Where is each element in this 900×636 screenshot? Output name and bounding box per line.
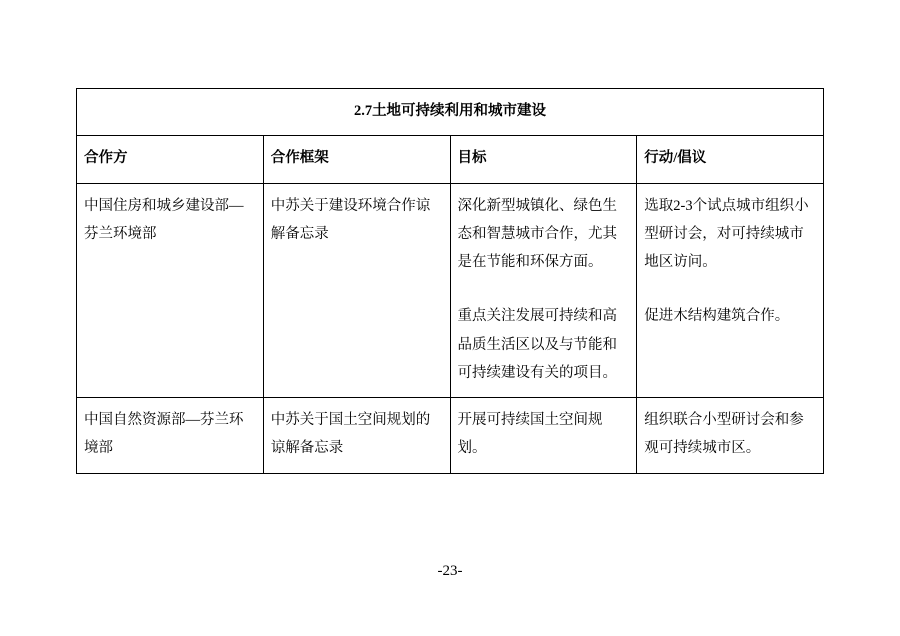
column-header-framework: 合作框架 [263, 136, 450, 183]
cell-partner [77, 398, 264, 474]
cell-action [637, 183, 824, 398]
table-row [77, 183, 824, 398]
cooperation-table [76, 88, 824, 474]
table-title: 2.7土地可持续利用和城市建设 [77, 89, 824, 136]
cell-paragraph: 中国住房和城乡建设部—芬兰环境部 [84, 197, 244, 242]
cell-paragraph: 促进木结构建筑合作。 [644, 308, 790, 325]
cell-paragraph: 开展可持续国土空间规划。 [457, 412, 603, 457]
column-header-action: 行动/倡议 [637, 136, 824, 183]
cell-paragraph: 选取2-3个试点城市组织小型研讨会，对可持续城市地区访问。 [644, 197, 809, 271]
cell-partner [77, 183, 264, 398]
cell-action [637, 398, 824, 474]
cell-paragraph: 中苏关于建设环境合作谅解备忘录 [270, 197, 431, 242]
table-header-row [77, 136, 824, 183]
cell-paragraph: 中苏关于国土空间规划的谅解备忘录 [270, 412, 431, 457]
cell-framework [263, 398, 450, 474]
column-header-partner: 合作方 [77, 136, 264, 183]
cell-paragraph: 组织联合小型研讨会和参观可持续城市区。 [644, 412, 804, 457]
page-number: -23- [437, 563, 463, 579]
cell-paragraph: 中国自然资源部—芬兰环境部 [84, 412, 244, 457]
table-row [77, 398, 824, 474]
cell-paragraph: 重点关注发展可持续和高品质生活区以及与节能和可持续建设有关的项目。 [457, 308, 617, 381]
cell-goal [450, 398, 637, 474]
cell-paragraph: 深化新型城镇化、绿色生态和智慧城市合作，尤其是在节能和环保方面。 [457, 197, 617, 271]
cell-framework [263, 183, 450, 398]
cell-goal [450, 183, 637, 398]
table-title-row [77, 89, 824, 136]
column-header-goal: 目标 [450, 136, 637, 183]
